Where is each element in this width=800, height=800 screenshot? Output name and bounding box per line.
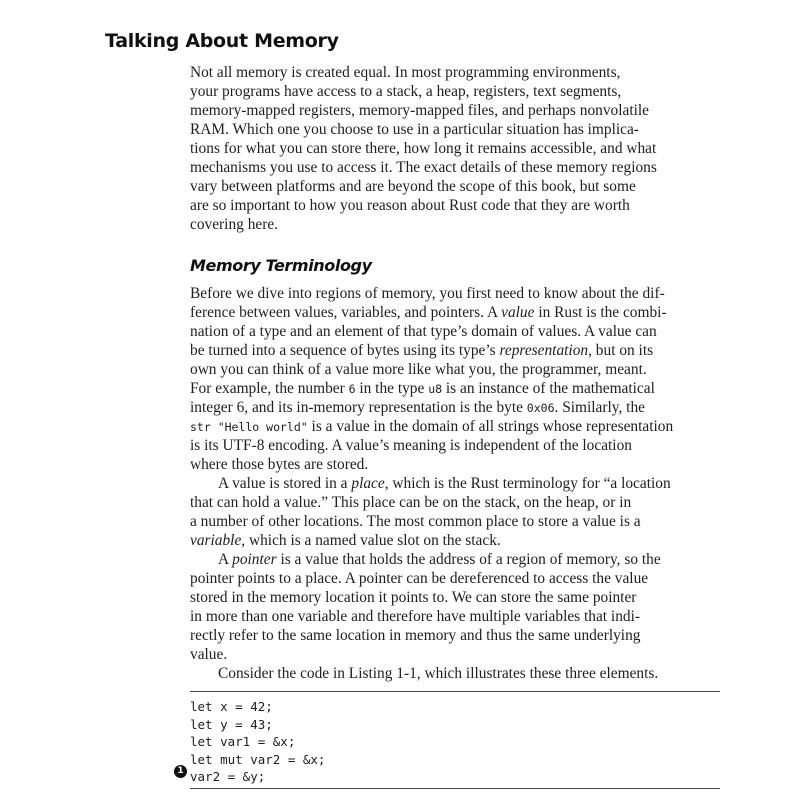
code-line: var2 = &y;: [190, 769, 266, 784]
listing-bottom-rule: [190, 788, 720, 789]
term-pointer: pointer: [232, 551, 277, 568]
code-line: let var1 = &x;: [190, 734, 296, 749]
callout-marker-icon: 1: [174, 765, 187, 778]
text-line: Consider the code in Listing 1-1, which illustrates these three elements.: [218, 665, 659, 682]
text-line: vary between platforms and are beyond the scope of this book, but some: [190, 178, 636, 195]
section-title: Talking About Memory: [105, 30, 339, 52]
text-line: covering here.: [190, 216, 279, 233]
text-line: that can hold a value.” This place can be on the stack, on the heap, or in: [190, 494, 632, 511]
text-line: ference between values, variables, and pointers. A value in Rust is the combi-: [190, 304, 667, 321]
intro-paragraph: [190, 63, 720, 234]
text-line: in more than one variable and therefore have multiple variables that indi-: [190, 608, 641, 625]
text-line: memory-mapped registers, memory-mapped files, and perhaps nonvolatile: [190, 102, 650, 119]
listing-top-rule: [190, 691, 720, 692]
subsection-title: Memory Terminology: [190, 256, 372, 275]
text-line: a number of other locations. The most common place to store a value is a: [190, 513, 641, 530]
code-line: let y = 43;: [190, 716, 273, 732]
inline-code: str "Hello world": [190, 420, 308, 434]
text-line: A value is stored in a place, which is the Rust terminology for “a location: [218, 475, 671, 492]
terminology-paragraphs: [190, 284, 720, 683]
text-line: variable, which is a named value slot on the stack.: [190, 532, 501, 549]
text-line: tions for what you can store there, how long it remains accessible, and what: [190, 140, 657, 157]
inline-code: u8: [428, 382, 443, 396]
code-line: let mut var2 = &x;: [190, 751, 326, 767]
text-line: be turned into a sequence of bytes using its type’s representation, but on its: [190, 342, 654, 359]
text-line: RAM. Which one you choose to use in a particular situation has implica-: [190, 121, 639, 138]
term-representation: representation,: [499, 342, 592, 359]
text-line: where those bytes are stored.: [190, 456, 369, 473]
text-line: is its UTF-8 encoding. A value’s meaning is independent of the location: [190, 437, 632, 454]
text-line: pointer points to a place. A pointer can be dereferenced to access the value: [190, 570, 649, 587]
term-place: place,: [351, 475, 389, 492]
term-value: value: [501, 304, 535, 321]
code-line: let x = 42;: [190, 699, 273, 714]
text-line: For example, the number 6 in the type u8 is an instance of the mathematical: [190, 380, 655, 397]
code-listing: [190, 698, 325, 786]
text-line: str "Hello world" is a value in the domain of all strings whose representation: [190, 418, 674, 435]
text-line: mechanisms you use to access it. The exact details of these memory regions: [190, 159, 657, 176]
term-variable: variable,: [190, 532, 246, 549]
text-line: nation of a type and an element of that type’s domain of values. A value can: [190, 323, 657, 340]
inline-code: 6: [348, 382, 356, 396]
inline-code: 0x06: [526, 401, 555, 415]
text-line: value.: [190, 646, 228, 663]
text-line: Not all memory is created equal. In most programming environments,: [190, 64, 621, 81]
text-line: A pointer is a value that holds the address of a region of memory, so the: [218, 551, 661, 568]
text-line: integer 6, and its in-memory representation is the byte 0x06. Similarly, the: [190, 399, 645, 416]
text-line: Before we dive into regions of memory, you first need to know about the dif-: [190, 285, 665, 302]
text-line: own you can think of a value more like what you, the programmer, meant.: [190, 361, 647, 378]
text-line: rectly refer to the same location in memory and thus the same underlying: [190, 627, 641, 644]
text-line: are so important to how you reason about Rust code that they are worth: [190, 197, 630, 214]
text-line: your programs have access to a stack, a heap, registers, text segments,: [190, 83, 622, 100]
text-line: stored in the memory location it points to. We can store the same pointer: [190, 589, 637, 606]
